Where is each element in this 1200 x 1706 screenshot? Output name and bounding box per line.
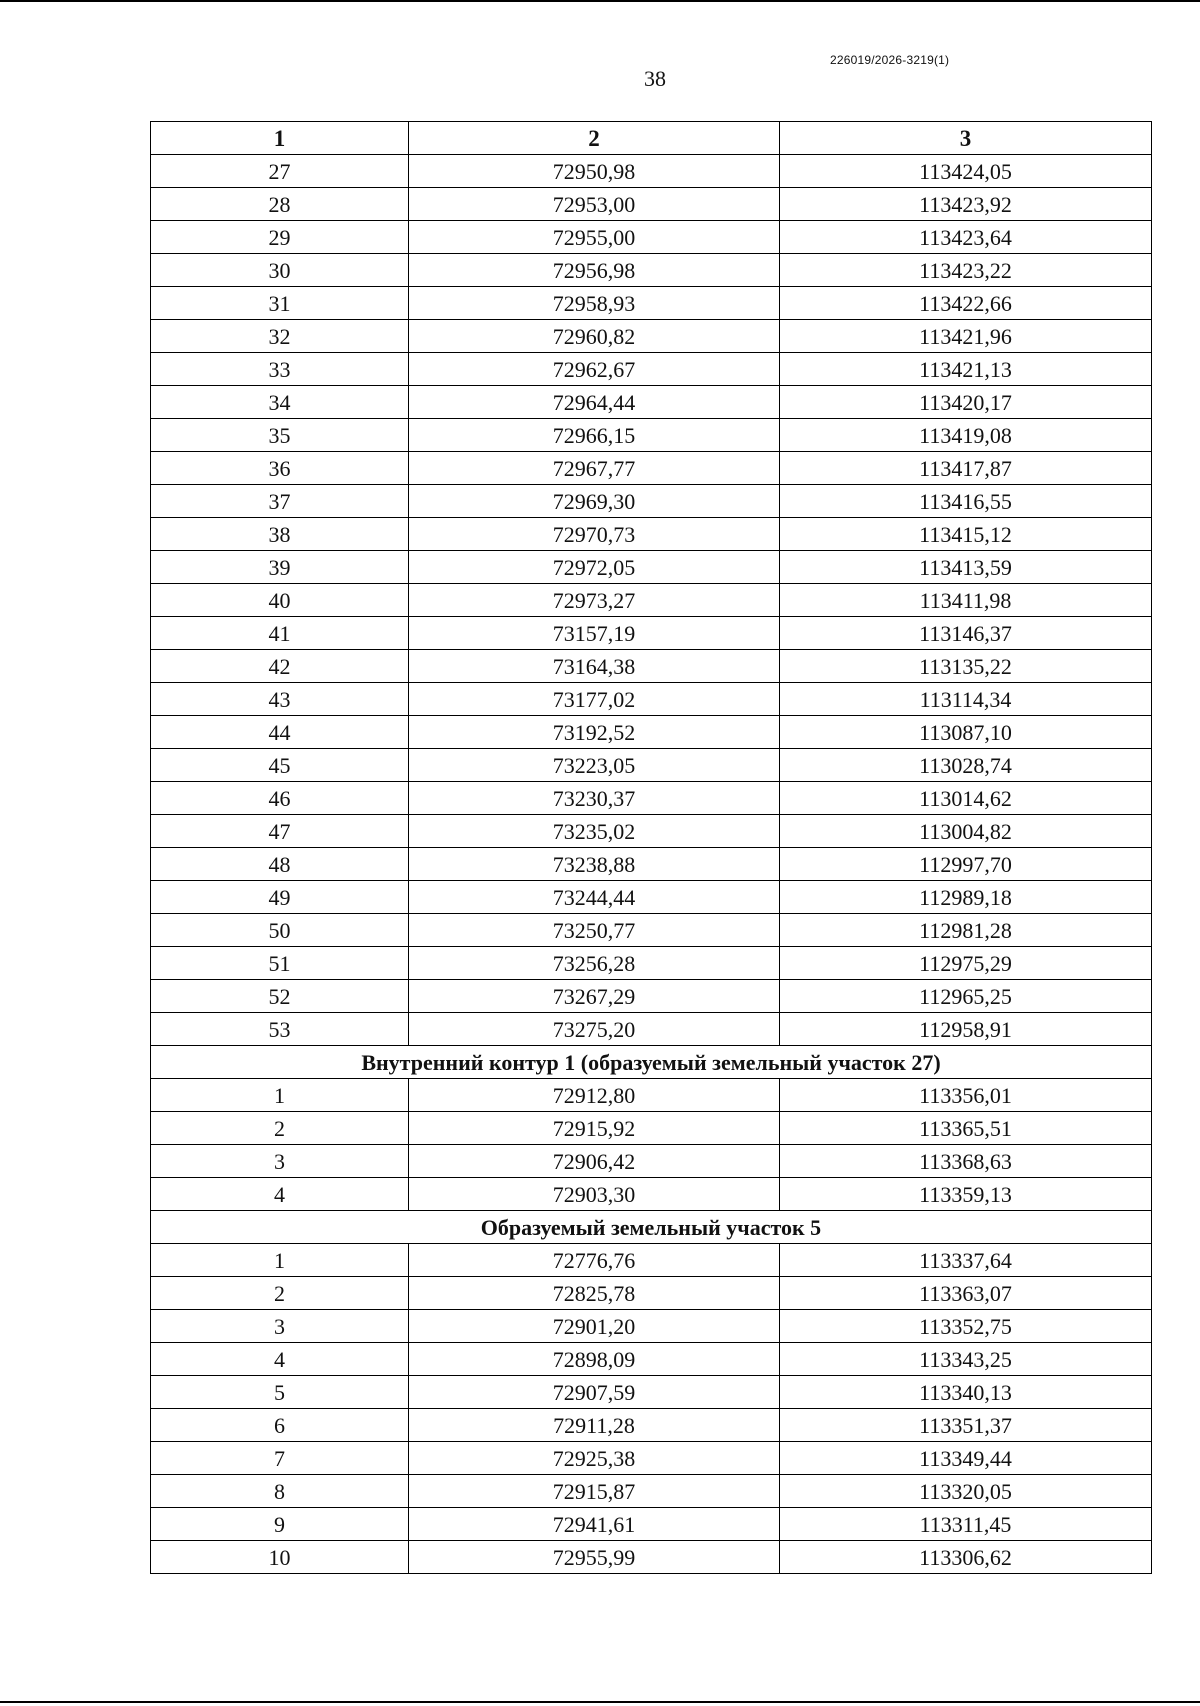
table-row xyxy=(151,782,1152,815)
point-number-cell: 2 xyxy=(151,1277,409,1310)
table-row xyxy=(151,1178,1152,1211)
table-body xyxy=(151,155,1152,1574)
table-row xyxy=(151,1508,1152,1541)
x-coordinate-cell: 72969,30 xyxy=(409,485,780,518)
x-coordinate-cell: 72972,05 xyxy=(409,551,780,584)
point-number-cell: 10 xyxy=(151,1541,409,1574)
x-coordinate-cell: 73267,29 xyxy=(409,980,780,1013)
x-coordinate-cell: 72898,09 xyxy=(409,1343,780,1376)
table-row xyxy=(151,452,1152,485)
table-row xyxy=(151,1343,1152,1376)
x-coordinate-cell: 73157,19 xyxy=(409,617,780,650)
x-coordinate-cell: 72941,61 xyxy=(409,1508,780,1541)
x-coordinate-cell: 72901,20 xyxy=(409,1310,780,1343)
point-number-cell: 43 xyxy=(151,683,409,716)
table-row xyxy=(151,419,1152,452)
point-number-cell: 42 xyxy=(151,650,409,683)
y-coordinate-cell: 113359,13 xyxy=(780,1178,1152,1211)
table-header-row xyxy=(151,122,1152,155)
y-coordinate-cell: 113356,01 xyxy=(780,1079,1152,1112)
point-number-cell: 8 xyxy=(151,1475,409,1508)
x-coordinate-cell: 73177,02 xyxy=(409,683,780,716)
table-row xyxy=(151,1442,1152,1475)
point-number-cell: 28 xyxy=(151,188,409,221)
y-coordinate-cell: 113424,05 xyxy=(780,155,1152,188)
x-coordinate-cell: 72966,15 xyxy=(409,419,780,452)
section-title: Внутренний контур 1 (образуемый земельный участок 27) xyxy=(151,1046,1152,1079)
table-row xyxy=(151,1409,1152,1442)
point-number-cell: 47 xyxy=(151,815,409,848)
y-coordinate-cell: 113423,22 xyxy=(780,254,1152,287)
table-row xyxy=(151,188,1152,221)
y-coordinate-cell: 113004,82 xyxy=(780,815,1152,848)
table-row xyxy=(151,1244,1152,1277)
y-coordinate-cell: 113014,62 xyxy=(780,782,1152,815)
y-coordinate-cell: 113340,13 xyxy=(780,1376,1152,1409)
table-row xyxy=(151,485,1152,518)
point-number-cell: 53 xyxy=(151,1013,409,1046)
table-row xyxy=(151,386,1152,419)
point-number-cell: 37 xyxy=(151,485,409,518)
x-coordinate-cell: 72956,98 xyxy=(409,254,780,287)
table-row xyxy=(151,1112,1152,1145)
x-coordinate-cell: 72915,92 xyxy=(409,1112,780,1145)
column-header: 3 xyxy=(780,122,1152,155)
point-number-cell: 40 xyxy=(151,584,409,617)
table-row xyxy=(151,1013,1152,1046)
table-row xyxy=(151,1541,1152,1574)
x-coordinate-cell: 73164,38 xyxy=(409,650,780,683)
point-number-cell: 9 xyxy=(151,1508,409,1541)
point-number-cell: 41 xyxy=(151,617,409,650)
y-coordinate-cell: 113423,64 xyxy=(780,221,1152,254)
table-row xyxy=(151,254,1152,287)
y-coordinate-cell: 113411,98 xyxy=(780,584,1152,617)
x-coordinate-cell: 72958,93 xyxy=(409,287,780,320)
table-row xyxy=(151,881,1152,914)
x-coordinate-cell: 73192,52 xyxy=(409,716,780,749)
point-number-cell: 35 xyxy=(151,419,409,452)
table-row xyxy=(151,551,1152,584)
section-row xyxy=(151,1211,1152,1244)
table-row xyxy=(151,617,1152,650)
table-row xyxy=(151,1079,1152,1112)
y-coordinate-cell: 113028,74 xyxy=(780,749,1152,782)
y-coordinate-cell: 113087,10 xyxy=(780,716,1152,749)
y-coordinate-cell: 113343,25 xyxy=(780,1343,1152,1376)
y-coordinate-cell: 113420,17 xyxy=(780,386,1152,419)
x-coordinate-cell: 72907,59 xyxy=(409,1376,780,1409)
table-row xyxy=(151,650,1152,683)
y-coordinate-cell: 112981,28 xyxy=(780,914,1152,947)
x-coordinate-cell: 73256,28 xyxy=(409,947,780,980)
x-coordinate-cell: 72911,28 xyxy=(409,1409,780,1442)
table-row xyxy=(151,584,1152,617)
y-coordinate-cell: 113146,37 xyxy=(780,617,1152,650)
point-number-cell: 45 xyxy=(151,749,409,782)
point-number-cell: 48 xyxy=(151,848,409,881)
x-coordinate-cell: 73238,88 xyxy=(409,848,780,881)
x-coordinate-cell: 72955,00 xyxy=(409,221,780,254)
table-row xyxy=(151,221,1152,254)
table-row xyxy=(151,980,1152,1013)
point-number-cell: 4 xyxy=(151,1178,409,1211)
table-row xyxy=(151,1277,1152,1310)
table-row xyxy=(151,155,1152,188)
y-coordinate-cell: 113416,55 xyxy=(780,485,1152,518)
x-coordinate-cell: 72967,77 xyxy=(409,452,780,485)
y-coordinate-cell: 113421,96 xyxy=(780,320,1152,353)
point-number-cell: 1 xyxy=(151,1244,409,1277)
x-coordinate-cell: 72776,76 xyxy=(409,1244,780,1277)
table-row xyxy=(151,947,1152,980)
document-id: 226019/2026-3219(1) xyxy=(830,53,950,67)
y-coordinate-cell: 112958,91 xyxy=(780,1013,1152,1046)
x-coordinate-cell: 72970,73 xyxy=(409,518,780,551)
x-coordinate-cell: 73223,05 xyxy=(409,749,780,782)
point-number-cell: 51 xyxy=(151,947,409,980)
table-row xyxy=(151,848,1152,881)
point-number-cell: 6 xyxy=(151,1409,409,1442)
point-number-cell: 29 xyxy=(151,221,409,254)
coordinates-table xyxy=(150,121,1152,1574)
x-coordinate-cell: 72953,00 xyxy=(409,188,780,221)
point-number-cell: 38 xyxy=(151,518,409,551)
y-coordinate-cell: 113114,34 xyxy=(780,683,1152,716)
page-number: 38 xyxy=(644,66,666,91)
table-row xyxy=(151,914,1152,947)
y-coordinate-cell: 113415,12 xyxy=(780,518,1152,551)
x-coordinate-cell: 72925,38 xyxy=(409,1442,780,1475)
y-coordinate-cell: 113365,51 xyxy=(780,1112,1152,1145)
x-coordinate-cell: 72903,30 xyxy=(409,1178,780,1211)
x-coordinate-cell: 72825,78 xyxy=(409,1277,780,1310)
point-number-cell: 33 xyxy=(151,353,409,386)
x-coordinate-cell: 73244,44 xyxy=(409,881,780,914)
point-number-cell: 30 xyxy=(151,254,409,287)
x-coordinate-cell: 72973,27 xyxy=(409,584,780,617)
y-coordinate-cell: 113419,08 xyxy=(780,419,1152,452)
x-coordinate-cell: 73275,20 xyxy=(409,1013,780,1046)
point-number-cell: 44 xyxy=(151,716,409,749)
x-coordinate-cell: 72962,67 xyxy=(409,353,780,386)
point-number-cell: 32 xyxy=(151,320,409,353)
table-row xyxy=(151,287,1152,320)
point-number-cell: 39 xyxy=(151,551,409,584)
point-number-cell: 34 xyxy=(151,386,409,419)
point-number-cell: 7 xyxy=(151,1442,409,1475)
table-row xyxy=(151,353,1152,386)
y-coordinate-cell: 112965,25 xyxy=(780,980,1152,1013)
table-row xyxy=(151,1145,1152,1178)
point-number-cell: 36 xyxy=(151,452,409,485)
table-row xyxy=(151,1310,1152,1343)
x-coordinate-cell: 72955,99 xyxy=(409,1541,780,1574)
x-coordinate-cell: 72912,80 xyxy=(409,1079,780,1112)
x-coordinate-cell: 72906,42 xyxy=(409,1145,780,1178)
y-coordinate-cell: 113306,62 xyxy=(780,1541,1152,1574)
table-row xyxy=(151,749,1152,782)
y-coordinate-cell: 113417,87 xyxy=(780,452,1152,485)
table-row xyxy=(151,683,1152,716)
x-coordinate-cell: 72915,87 xyxy=(409,1475,780,1508)
y-coordinate-cell: 113351,37 xyxy=(780,1409,1152,1442)
y-coordinate-cell: 113421,13 xyxy=(780,353,1152,386)
x-coordinate-cell: 72950,98 xyxy=(409,155,780,188)
y-coordinate-cell: 113352,75 xyxy=(780,1310,1152,1343)
point-number-cell: 1 xyxy=(151,1079,409,1112)
point-number-cell: 31 xyxy=(151,287,409,320)
y-coordinate-cell: 113413,59 xyxy=(780,551,1152,584)
table-row xyxy=(151,815,1152,848)
point-number-cell: 4 xyxy=(151,1343,409,1376)
point-number-cell: 27 xyxy=(151,155,409,188)
point-number-cell: 46 xyxy=(151,782,409,815)
section-title: Образуемый земельный участок 5 xyxy=(151,1211,1152,1244)
y-coordinate-cell: 113363,07 xyxy=(780,1277,1152,1310)
x-coordinate-cell: 73235,02 xyxy=(409,815,780,848)
point-number-cell: 2 xyxy=(151,1112,409,1145)
point-number-cell: 5 xyxy=(151,1376,409,1409)
point-number-cell: 50 xyxy=(151,914,409,947)
y-coordinate-cell: 113320,05 xyxy=(780,1475,1152,1508)
y-coordinate-cell: 113135,22 xyxy=(780,650,1152,683)
table-row xyxy=(151,320,1152,353)
point-number-cell: 3 xyxy=(151,1145,409,1178)
table-row xyxy=(151,1376,1152,1409)
y-coordinate-cell: 113349,44 xyxy=(780,1442,1152,1475)
y-coordinate-cell: 112975,29 xyxy=(780,947,1152,980)
page-top-rule xyxy=(0,0,1200,2)
x-coordinate-cell: 72960,82 xyxy=(409,320,780,353)
table-row xyxy=(151,716,1152,749)
y-coordinate-cell: 113337,64 xyxy=(780,1244,1152,1277)
y-coordinate-cell: 113311,45 xyxy=(780,1508,1152,1541)
x-coordinate-cell: 73230,37 xyxy=(409,782,780,815)
point-number-cell: 49 xyxy=(151,881,409,914)
y-coordinate-cell: 113368,63 xyxy=(780,1145,1152,1178)
y-coordinate-cell: 112997,70 xyxy=(780,848,1152,881)
x-coordinate-cell: 72964,44 xyxy=(409,386,780,419)
x-coordinate-cell: 73250,77 xyxy=(409,914,780,947)
column-header: 1 xyxy=(151,122,409,155)
y-coordinate-cell: 112989,18 xyxy=(780,881,1152,914)
point-number-cell: 3 xyxy=(151,1310,409,1343)
section-row xyxy=(151,1046,1152,1079)
point-number-cell: 52 xyxy=(151,980,409,1013)
table-row xyxy=(151,518,1152,551)
page-bottom-rule xyxy=(0,1701,1200,1703)
y-coordinate-cell: 113422,66 xyxy=(780,287,1152,320)
y-coordinate-cell: 113423,92 xyxy=(780,188,1152,221)
table-row xyxy=(151,1475,1152,1508)
column-header: 2 xyxy=(409,122,780,155)
